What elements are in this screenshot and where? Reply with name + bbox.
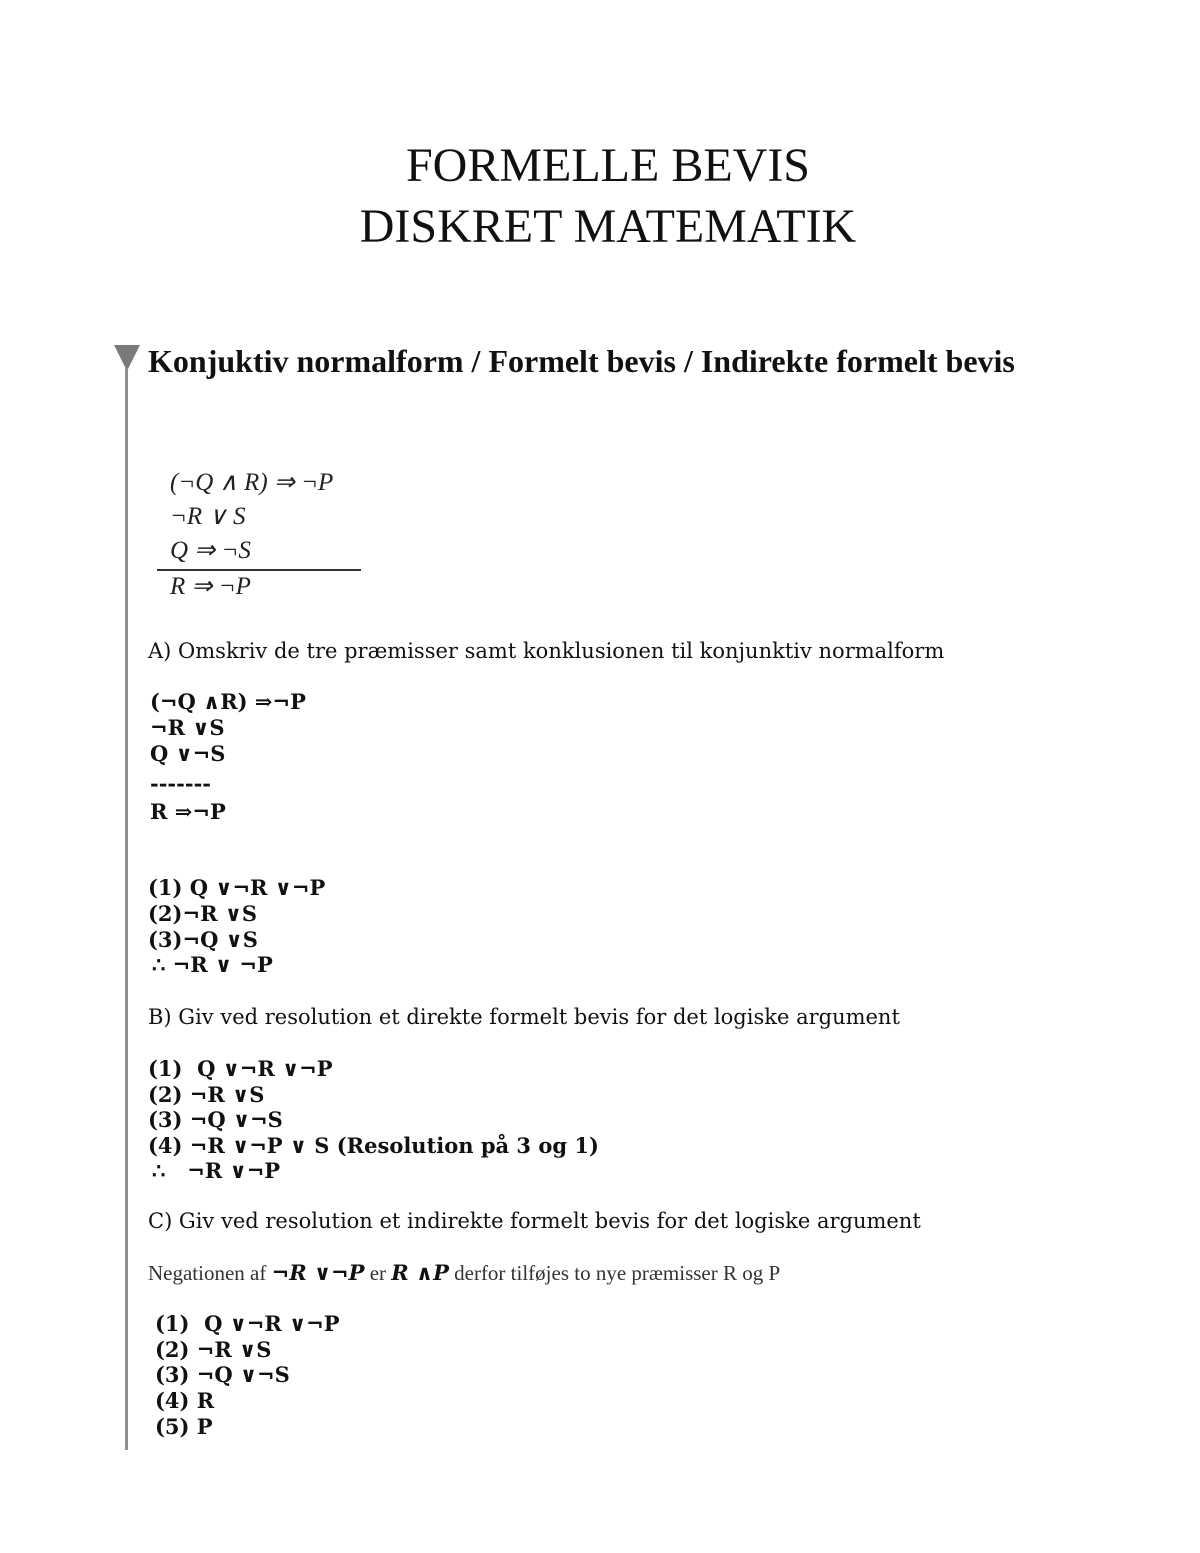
cnf-clause-1: (1) Q ∨¬R ∨¬P (148, 875, 326, 900)
part-a-line-1: (¬Q ∧R) ⇒¬P (150, 689, 306, 714)
part-a-line-4: ------- (150, 771, 212, 796)
note-formula-2: R ∧P (391, 1260, 449, 1285)
argument-conclusion: R ⇒ ¬P (170, 573, 251, 600)
question-c: C) Giv ved resolution et indirekte formelt bevis for det logiske argument (148, 1209, 921, 1233)
part-b-line-1: (1) Q ∨¬R ∨¬P (148, 1056, 333, 1081)
argument-divider-line (157, 569, 361, 571)
part-a-line-2: ¬R ∨S (150, 715, 225, 740)
note-prefix: Negationen af (148, 1261, 272, 1285)
note-middle: er (364, 1261, 392, 1285)
section-heading: Konjuktiv normalform / Formelt bevis / Indirekte formelt bevis (148, 343, 1015, 379)
document-title-line1: FORMELLE BEVIS (405, 139, 810, 192)
part-a-line-3: Q ∨¬S (150, 741, 226, 766)
cnf-conclusion: ∴ ¬R ∨ ¬P (152, 952, 273, 977)
part-b-line-2: (2) ¬R ∨S (148, 1082, 265, 1107)
document-title-line2: DISKRET MATEMATIK (359, 200, 857, 253)
argument-premise-3: Q ⇒ ¬S (170, 537, 251, 564)
part-b-line-4: (4) ¬R ∨¬P ∨ S (Resolution på 3 og 1) (148, 1133, 599, 1158)
part-c-line-4: (4) R (155, 1388, 215, 1413)
part-c-line-1: (1) Q ∨¬R ∨¬P (155, 1311, 340, 1336)
note-suffix: derfor tilføjes to nye præmisser R og P (448, 1261, 781, 1285)
part-a-line-5: R ⇒¬P (150, 799, 226, 824)
argument-premise-1: (¬Q ∧ R) ⇒ ¬P (170, 469, 334, 496)
part-b-line-3: (3) ¬Q ∨¬S (148, 1107, 283, 1132)
part-c-line-2: (2) ¬R ∨S (155, 1337, 272, 1362)
question-b: B) Giv ved resolution et direkte formelt bevis for det logiske argument (148, 1005, 900, 1029)
argument-premise-2: ¬R ∨ S (170, 503, 246, 530)
part-b-line-5: ∴ ¬R ∨¬P (152, 1158, 281, 1183)
cnf-clause-2: (2)¬R ∨S (148, 901, 258, 926)
part-c-line-5: (5) P (155, 1414, 213, 1439)
section-collapse-bar[interactable] (125, 368, 128, 1450)
note-formula-1: ¬R ∨¬P (271, 1260, 365, 1285)
cnf-clause-3: (3)¬Q ∨S (148, 927, 258, 952)
negation-note (148, 1262, 780, 1284)
part-c-line-3: (3) ¬Q ∨¬S (155, 1362, 290, 1387)
question-a: A) Omskriv de tre præmisser samt konklusionen til konjunktiv normalform (148, 639, 945, 663)
